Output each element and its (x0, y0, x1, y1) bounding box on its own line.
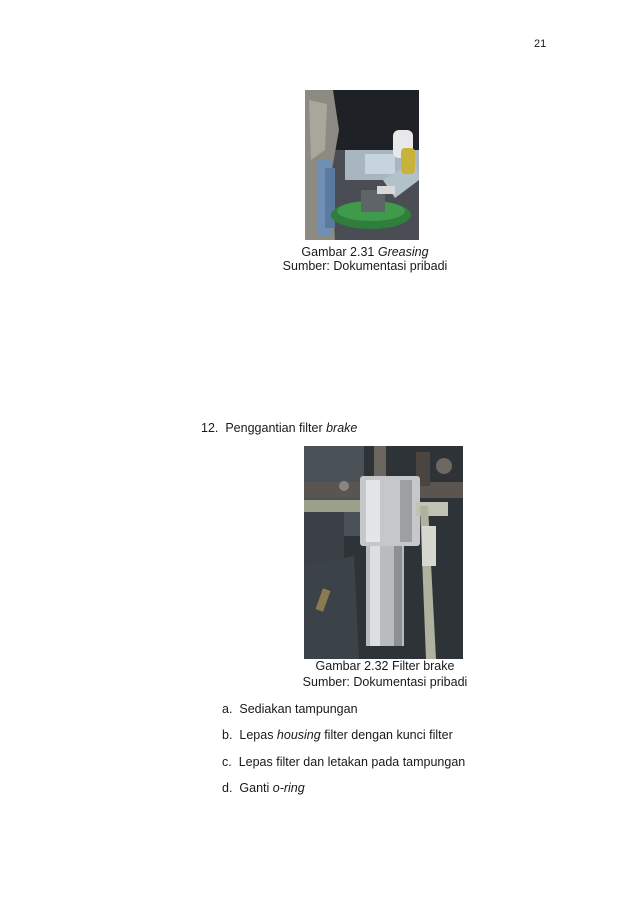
figure-source: Sumber: Dokumentasi pribadi (302, 675, 468, 689)
page-number: 21 (534, 38, 547, 50)
figure-caption: Gambar 2.31 Greasing (301, 245, 429, 259)
brake-filter-photo (304, 446, 463, 659)
greasing-photo (305, 90, 419, 240)
figure-source: Sumber: Dokumentasi pribadi (282, 259, 448, 273)
list-item: a. Sediakan tampungan (222, 702, 358, 716)
list-item: c. Lepas filter dan letakan pada tampungan (222, 755, 466, 769)
list-item: b. Lepas housing filter dengan kunci filter (222, 728, 453, 742)
section-heading: 12. Penggantian filter brake (201, 421, 358, 435)
figure-caption: Gambar 2.32 Filter brake (315, 659, 455, 673)
list-item: d. Ganti o-ring (222, 781, 305, 795)
